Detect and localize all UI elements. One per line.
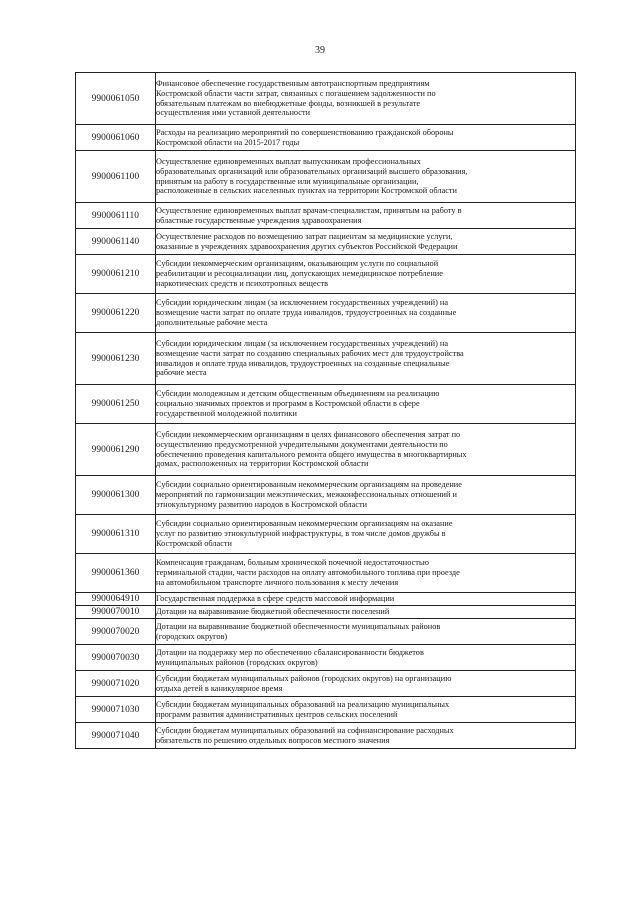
expense-code: 9900061310 — [76, 515, 156, 554]
expense-code: 9900070030 — [76, 645, 156, 671]
expense-description: Дотации на выравнивание бюджетной обеспеченности муниципальных районов (городских округов) — [156, 621, 441, 641]
expense-code: 9900070010 — [76, 606, 156, 619]
expense-description-cell — [156, 671, 576, 697]
table-row — [76, 151, 576, 203]
expense-description: Дотации на выравнивание бюджетной обеспеченности поселений — [156, 607, 390, 617]
expense-code: 9900061250 — [76, 385, 156, 424]
expense-description: Субсидии молодежным и детским общественным объединениям на реализацию социально значимых проектов и программ в Костромской области в сфере государственной молодежной политики — [156, 389, 440, 418]
expense-description: Компенсация гражданам, больным хронической почечной недостаточностью терминальной стадии, части расходов на оплату автомобильного топлива при проезде на автомобильном транспорте личного пользования к месту лечения — [156, 558, 460, 587]
expense-description: Субсидии некоммерческим организациям в целях финансового обеспечения затрат по осуществлению предусмотренной учредительными документами деятельности по обеспечению проведения капитального ремонта общего имущества в многоквартирных домах, расположенных на территории Костромской области — [156, 429, 467, 469]
expense-code: 9900061110 — [76, 203, 156, 229]
expense-code: 9900064910 — [76, 593, 156, 606]
expense-description: Субсидии юридическим лицам (за исключением государственных учреждений) на возмещение части затрат по оплате труда инвалидов, трудоустроенных на созданные дополнительные рабочие места — [156, 298, 457, 327]
expense-description-cell — [156, 476, 576, 515]
expense-description-cell — [156, 606, 576, 619]
expense-description-cell — [156, 255, 576, 294]
table-row — [76, 333, 576, 385]
budget-codes-table — [75, 72, 576, 749]
expense-description-cell — [156, 333, 576, 385]
expense-code: 9900061140 — [76, 229, 156, 255]
table-row — [76, 255, 576, 294]
expense-code: 9900061290 — [76, 424, 156, 476]
expense-code: 9900061220 — [76, 294, 156, 333]
expense-description: Субсидии бюджетам муниципальных образований на реализацию муниципальных программ развития административных центров сельских поселений — [156, 699, 450, 719]
table-body — [76, 73, 576, 749]
expense-description: Субсидии юридическим лицам (за исключением государственных учреждений) на возмещение части затрат по созданию специальных рабочих мест для трудоустройства инвалидов и оплате труда инвалидов, трудоустроенных на созданные специальные рабочие места — [156, 338, 464, 378]
expense-description-cell — [156, 723, 576, 749]
expense-code: 9900061050 — [76, 73, 156, 125]
table-row — [76, 671, 576, 697]
table-row — [76, 229, 576, 255]
expense-description: Осуществление расходов по возмещению затрат пациентам за медицинские услуги, оказанные в учреждениях здравоохранения других субъектов Российской Федерации — [156, 231, 458, 251]
expense-code: 9900071040 — [76, 723, 156, 749]
expense-description: Осуществление единовременных выплат врачам-специалистам, принятым на работу в областные государственные учреждения здравоохранения — [156, 205, 462, 225]
expense-description: Дотации на поддержку мер по обеспечению сбалансированности бюджетов муниципальных районов (городских округов) — [156, 647, 424, 667]
expense-code: 9900061060 — [76, 125, 156, 151]
expense-description-cell — [156, 697, 576, 723]
expense-description: Субсидии бюджетам муниципальных образований на софинансирование расходных обязательств по решению отдельных вопросов местного значения — [156, 725, 454, 745]
table-row — [76, 606, 576, 619]
expense-description: Субсидии социально ориентированным некоммерческим организациям на оказание услуг по развитию этнокультурной инфраструктуры, в том числе домов дружбы в Костромской области — [156, 519, 453, 548]
table-row — [76, 554, 576, 593]
expense-description-cell — [156, 294, 576, 333]
expense-description-cell — [156, 424, 576, 476]
expense-description: Осуществление единовременных выплат выпускникам профессиональных образовательных организаций или образовательных организаций высшего образования, принятым на работу в государственные или муниципальные организации, расположенные в сельских населенных пунктах на территории Костромской области — [156, 156, 468, 196]
expense-description-cell — [156, 619, 576, 645]
expense-description: Субсидии бюджетам муниципальных районов (городских округов) на организацию отдыха детей в каникулярное время — [156, 673, 452, 693]
expense-description-cell — [156, 203, 576, 229]
expense-code: 9900061300 — [76, 476, 156, 515]
table-row — [76, 424, 576, 476]
expense-description: Финансовое обеспечение государственным автотранспортным предприятиям Костромской области части затрат, связанных с погашением задолженности по обязательным платежам во внебюджетные фонды, возникшей в результате осуществления ими уставной деятельности — [156, 78, 436, 118]
expense-code: 9900061100 — [76, 151, 156, 203]
table-row — [76, 125, 576, 151]
expense-code: 9900061230 — [76, 333, 156, 385]
expense-code: 9900071020 — [76, 671, 156, 697]
table-row — [76, 723, 576, 749]
table-row — [76, 385, 576, 424]
table-row — [76, 697, 576, 723]
expense-description-cell — [156, 151, 576, 203]
table-row — [76, 73, 576, 125]
expense-description-cell — [156, 125, 576, 151]
page-number: 39 — [315, 45, 325, 56]
expense-description-cell — [156, 593, 576, 606]
table-row — [76, 515, 576, 554]
table-row — [76, 294, 576, 333]
table-row — [76, 593, 576, 606]
expense-description: Субсидии некоммерческим организациям, оказывающим услуги по социальной реабилитации и ресоциализации лиц, допускающих немедицинское потребление наркотических средств и психотропных веществ — [156, 259, 443, 288]
expense-description-cell — [156, 385, 576, 424]
expense-code: 9900061360 — [76, 554, 156, 593]
expense-description-cell — [156, 73, 576, 125]
table-row — [76, 645, 576, 671]
expense-description-cell — [156, 645, 576, 671]
table-row — [76, 476, 576, 515]
expense-description-cell — [156, 515, 576, 554]
table-row — [76, 203, 576, 229]
expense-description-cell — [156, 554, 576, 593]
expense-code: 9900071030 — [76, 697, 156, 723]
expense-description-cell — [156, 229, 576, 255]
expense-description: Государственная поддержка в сфере средств массовой информации — [156, 594, 395, 604]
expense-description: Субсидии социально ориентированным некоммерческим организациям на проведение мероприятий по гармонизации межэтнических, межконфессиональных отношений и этнокультурному развитию народов в Костромской области — [156, 480, 462, 509]
expense-description: Расходы на реализацию мероприятий по совершенствованию гражданской обороны Костромской области на 2015-2017 годы — [156, 127, 454, 147]
expense-code: 9900070020 — [76, 619, 156, 645]
expense-code: 9900061210 — [76, 255, 156, 294]
table-row — [76, 619, 576, 645]
